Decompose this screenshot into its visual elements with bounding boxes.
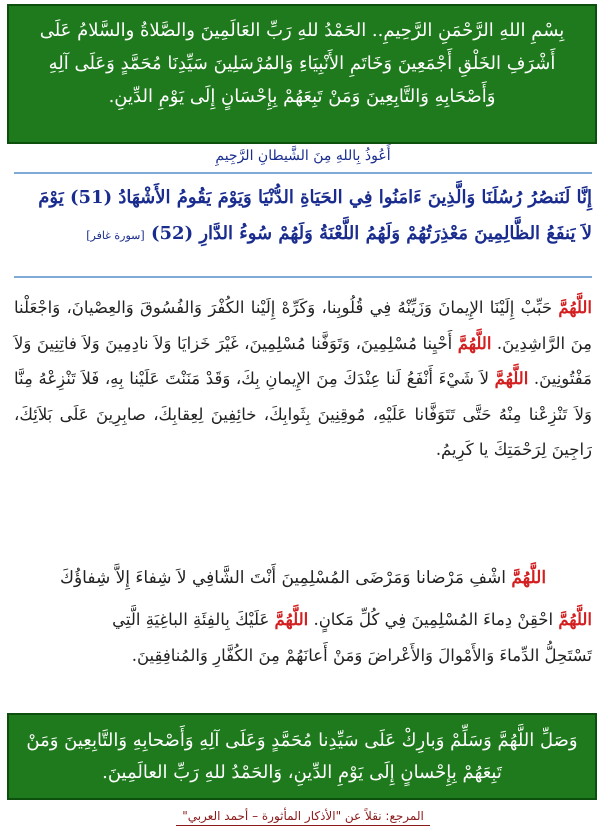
dua-blood-text-1: احْقِنْ دِماءَ المُسْلِمِينَ فِي كُلِّ مَكانٍ. bbox=[308, 610, 559, 629]
dua-text-1: حَبِّبْ إِلَيْنَا الإِيمانَ وَزَيِّنْهُ فِي قُلُوبِنا، وَكَرِّهْ إِلَيْنا الكُفْرَ وَالفُسُوقَ وَالعِصْيانَ، وَاجْعَلْنا مِنَ الرَّاشِدِينَ. bbox=[14, 298, 592, 353]
quran-line-2 bbox=[14, 216, 592, 254]
dua-heal-text: اشْفِ مَرْضانا وَمَرْضَى المُسْلِمِينَ أَنْتَ الشَّافِي لاَ شِفاءَ إِلاَّ شِفاؤُكَ bbox=[59, 568, 512, 588]
opening-banner bbox=[7, 4, 597, 144]
dua-healing bbox=[14, 560, 592, 596]
dua-text-2: أَحْيِنا مُسْلِمِينَ، وَتَوَفَّنا مُسْلِمِينَ، غَيْرَ خَزايَا وَلاَ نادِمِينَ وَلاَ فاتِنِينَ وَلاَ مَفْتُونِينَ. bbox=[14, 333, 592, 388]
allahumma-4: اللَّهُمَّ bbox=[511, 568, 547, 588]
dua-protection-line-1 bbox=[14, 602, 592, 638]
surah-reference: [سورة غافر] bbox=[86, 229, 145, 242]
dua-blood-text-2: عَلَيْكَ بِالفِئَةِ الباغِيَةِ الَّتِي bbox=[112, 610, 275, 629]
opening-line-3: وَأَصْحَابِهِ وَالتَّابِعِينَ وَمَنْ تَبِعَهُمْ بِإِحْسَانٍ إِلَى يَوْمِ الدِّينِ. bbox=[108, 86, 496, 107]
reference-note bbox=[0, 805, 606, 826]
dua-paragraph bbox=[14, 290, 592, 468]
quran-line-2-text: لاَ يَنفَعُ الظَّالِمِينَ مَعْذِرَتُهُمْ وَلَهُمُ اللَّعْنَةُ وَلَهُمْ سُوءُ الدَّارِ (52) bbox=[150, 223, 592, 244]
allahumma-1: اللَّهُمَّ bbox=[558, 298, 592, 317]
quran-line-1: إِنَّا لَنَنصُرُ رُسُلَنَا وَالَّذِينَ ءَامَنُوا فِي الحَيَاةِ الدُّنْيَا وَيَوْمَ يَقُومُ الأَشْهَادُ (51) يَوْمَ bbox=[38, 187, 592, 208]
opening-line-2: أَشْرَفِ الخَلْقِ أَجْمَعِينَ وَخَاتَمِ الأَنْبِيَاءِ وَالمُرْسَلِينَ سَيِّدِنَا مُحَمَّدٍ وَعَلَى آلِهِ bbox=[48, 53, 556, 74]
quran-verse-block bbox=[14, 172, 592, 278]
allahumma-3: اللَّهُمَّ bbox=[494, 369, 529, 388]
allahumma-2: اللَّهُمَّ bbox=[457, 333, 492, 353]
closing-line-2: تَبِعَهُمْ بِإِحْسانٍ إِلَى يَوْمِ الدِّينِ، وَالحَمْدُ للهِ رَبِّ العالَمِينَ. bbox=[102, 762, 502, 783]
allahumma-6: اللَّهُمَّ bbox=[274, 610, 309, 629]
dua-text-3: لاَ شَيْءَ أَنْفَعُ لَنا عِنْدَكَ مِنَ الإِيمانِ بِكَ، وَقَدْ مَنَنْتَ عَلَيْنا بِهِ، فَلاَ تَنْزِعْهُ مِنَّا وَلاَ تَنْزِعْنا مِنْهُ حَتَّى تَتَوَفَّانا عَلَيْهِ، مُوقِنِينَ بِثَوابِكَ، خائِفِينَ لِعِقابِكَ، صابِرِينَ عَلَى بَلاَئِكَ، رَاجِينَ لِرَحْمَتِكَ يا كَرِيمُ. bbox=[14, 369, 592, 459]
opening-line-1: بِسْمِ اللهِ الرَّحْمَنِ الرَّحِيمِ.. الحَمْدُ للهِ رَبِّ العَالَمِينَ والصَّلاةُ والسَّلامُ عَلَى bbox=[39, 20, 565, 41]
closing-line-1: وَصَلِّ اللَّهُمَّ وَسَلِّمْ وَبارِكْ عَلَى سَيِّدِنا مُحَمَّدٍ وَعَلَى آلِهِ وَأَصْحابِهِ وَالتَّابِعِينَ وَمَنْ bbox=[26, 730, 578, 751]
taawwudh-heading: أَعُوذُ بِاللهِ مِنَ الشَّيطانِ الرَّجِيمِ bbox=[215, 148, 391, 164]
reference-text: المرجع: نقلاً عن "الأذكار المأثورة – أحمد العربي" bbox=[176, 809, 430, 826]
dua-protection bbox=[14, 602, 592, 674]
allahumma-5: اللَّهُمَّ bbox=[558, 610, 592, 629]
closing-banner bbox=[7, 713, 597, 800]
dua-protection-line-2: تَسْتَحِلُّ الدِّماءَ وَالأَمْوالَ وَالأَعْراضَ وَمَنْ أَعانَهُمْ مِنَ الكُفَّارِ وَالمُنافِقِينَ. bbox=[131, 646, 592, 665]
